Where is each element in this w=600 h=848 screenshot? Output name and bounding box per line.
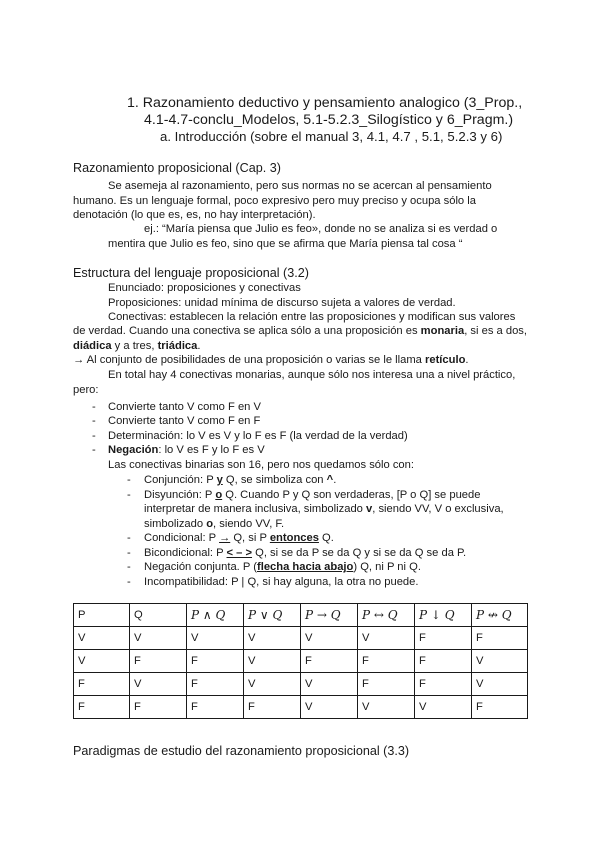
table-header-cell: P → Q <box>301 604 358 627</box>
term-y: y <box>216 474 223 486</box>
table-header-cell: Q <box>130 604 187 627</box>
text: . <box>197 340 201 352</box>
list-item-disyuncion-cont <box>144 503 504 515</box>
conectivas-line <box>73 340 200 352</box>
table-header-cell: P ↔ Q <box>358 604 415 627</box>
bullet-dash: - <box>92 444 96 456</box>
text: de verdad. Cuando una conectiva se aplica sólo a una proposición es <box>73 325 421 337</box>
table-cell: V <box>358 627 415 650</box>
table-cell: F <box>74 673 130 696</box>
term-v: v <box>366 503 373 515</box>
text: Q, si P <box>230 532 270 544</box>
text: Conjunción: P <box>144 474 217 486</box>
total-line: pero: <box>73 384 99 396</box>
text: . <box>465 354 469 366</box>
right-arrow-icon: → <box>219 532 231 544</box>
table-cell: V <box>415 696 472 719</box>
bullet-dash: - <box>92 430 96 442</box>
text: Q. <box>318 532 334 544</box>
text: interpretar de manera inclusiva, simbolizado <box>144 503 366 515</box>
table-cell: V <box>301 673 358 696</box>
table-cell: F <box>187 696 244 719</box>
text: , si es a dos, <box>464 325 528 337</box>
text: simbolizado <box>144 518 207 530</box>
bullet-dash: - <box>127 576 131 588</box>
table-cell: F <box>358 650 415 673</box>
table-cell: F <box>187 650 244 673</box>
list-item-disyuncion <box>144 489 480 501</box>
table-header-cell: P ∨ Q <box>244 604 301 627</box>
list-item-conjuncion <box>144 474 336 486</box>
table-cell: V <box>358 696 415 719</box>
term-reticulo: retículo <box>425 354 466 366</box>
text: Condicional: P <box>144 532 220 544</box>
heading-line-1: 1. Razonamiento deductivo y pensamiento analogico (3_Prop., <box>127 95 523 111</box>
term-diadica: diádica <box>73 340 112 352</box>
text: . <box>333 474 337 486</box>
conectivas-line: Conectivas: establecen la relación entre las proposiciones y modifican sus valores <box>108 311 516 323</box>
section-title-paradigms: Paradigmas de estudio del razonamiento proposicional (3.3) <box>73 744 410 758</box>
table-header-cell: P ↮ Q <box>472 604 528 627</box>
bullet-dash: - <box>127 474 131 486</box>
term-monaria: monaria <box>420 325 465 337</box>
text: , siendo VV, V o exclusiva, <box>372 503 504 515</box>
text: Bicondicional: P <box>144 547 227 559</box>
list-item: Convierte tanto V como F en V <box>108 401 261 413</box>
bullet-dash: - <box>127 489 131 501</box>
list-item-negacion-conjunta <box>144 561 421 573</box>
bullet-dash: - <box>127 532 131 544</box>
binarias-line: Las conectivas binarias son 16, pero nos quedamos sólo con: <box>108 459 414 471</box>
table-cell: V <box>301 696 358 719</box>
table-header-row <box>74 604 528 627</box>
text: ) Q, ni P ni Q. <box>353 561 421 573</box>
table-cell: V <box>244 673 301 696</box>
table-cell: F <box>472 627 528 650</box>
paragraph-line: Se asemeja al razonamiento, pero sus normas no se acercan al pensamiento <box>108 180 492 192</box>
table-cell: F <box>244 696 301 719</box>
text: Q, si se da P se da Q y si se da Q se da P. <box>252 547 467 559</box>
section-title-propositional: Razonamiento proposicional (Cap. 3) <box>73 161 281 175</box>
list-item: Determinación: lo V es V y lo F es F (la verdad de la verdad) <box>108 430 408 442</box>
list-item-incompatibilidad: Incompatibilidad: P | Q, si hay alguna, la otra no puede. <box>144 576 419 588</box>
list-item-condicional <box>144 532 334 544</box>
bullet-dash: - <box>127 547 131 559</box>
term-negacion: Negación <box>108 444 159 456</box>
table-cell: F <box>415 650 472 673</box>
truth-table <box>73 603 528 719</box>
table-row <box>74 627 528 650</box>
text: , siendo VV, F. <box>213 518 285 530</box>
text: Al conjunto de posibilidades de una proposición o varias se le llama <box>84 354 425 366</box>
table-cell: V <box>301 627 358 650</box>
table-cell: F <box>130 650 187 673</box>
table-cell: F <box>358 673 415 696</box>
heading-line-2: 4.1-4.7-conclu_Modelos, 5.1-5.2.3_Silogístico y 6_Pragm.) <box>144 112 514 128</box>
table-cell: F <box>74 696 130 719</box>
list-item-disyuncion-cont <box>144 518 284 530</box>
table-cell: F <box>130 696 187 719</box>
proposiciones-line: Proposiciones: unidad mínima de discurso sujeta a valores de verdad. <box>108 297 456 309</box>
bullet-dash: - <box>92 401 96 413</box>
total-line: En total hay 4 conectivas monarias, aunque sólo nos interesa una a nivel práctico, <box>108 369 516 381</box>
bullet-dash: - <box>127 561 131 573</box>
table-cell: V <box>74 627 130 650</box>
term-entonces: entonces <box>269 532 319 544</box>
table-header-cell: P ↓ Q <box>415 604 472 627</box>
caret-symbol: ^ <box>326 474 334 486</box>
table-cell: F <box>472 696 528 719</box>
table-header-cell: P <box>74 604 130 627</box>
paragraph-line: denotación (lo que es, es, no hay interpretación). <box>73 209 316 221</box>
subheading: a. Introducción (sobre el manual 3, 4.1, 4.7 , 5.1, 5.2.3 y 6) <box>160 129 503 144</box>
table-row <box>74 673 528 696</box>
table-cell: V <box>130 627 187 650</box>
table-cell: F <box>415 627 472 650</box>
table-cell: V <box>130 673 187 696</box>
bullet-dash: - <box>92 415 96 427</box>
term-triadica: triádica <box>157 340 198 352</box>
table-cell: V <box>472 650 528 673</box>
term-o: o <box>215 489 223 501</box>
list-item-bicondicional <box>144 547 466 559</box>
right-arrow-icon: → <box>73 354 85 366</box>
table-cell: F <box>187 673 244 696</box>
conectivas-line <box>73 325 527 337</box>
text: : lo V es F y lo F es V <box>158 444 265 456</box>
table-cell: V <box>187 627 244 650</box>
text: Disyunción: P <box>144 489 216 501</box>
table-cell: F <box>301 650 358 673</box>
example-line: mentira que Julio es feo, sino que se afirma que María piensa tal cosa “ <box>108 238 463 250</box>
paragraph-line: humano. Es un lenguaje formal, poco expresivo pero muy preciso y ocupa sólo la <box>73 195 476 207</box>
text: Q, se simboliza con <box>222 474 327 486</box>
list-item <box>108 444 265 456</box>
text: Negación conjunta. P ( <box>144 561 257 573</box>
table-cell: V <box>244 627 301 650</box>
table-row <box>74 696 528 719</box>
table-row <box>74 650 528 673</box>
table-cell: V <box>472 673 528 696</box>
reticulo-line <box>73 354 469 366</box>
table-header-cell: P ∧ Q <box>187 604 244 627</box>
text: y a tres, <box>111 340 158 352</box>
term-biarrow: < – > <box>226 547 253 559</box>
term-flecha: flecha hacia abajo <box>256 561 354 573</box>
term-o-exclusive: o <box>206 518 214 530</box>
example-line: ej.: “María piensa que Julio es feo», donde no se analiza si es verdad o <box>144 223 498 235</box>
text: Q. Cuando P y Q son verdaderas, [P o Q] se puede <box>222 489 481 501</box>
table-cell: V <box>74 650 130 673</box>
table-cell: V <box>244 650 301 673</box>
table-cell: F <box>415 673 472 696</box>
section-title-structure: Estructura del lenguaje proposicional (3.2) <box>73 266 309 280</box>
list-item: Convierte tanto V como F en F <box>108 415 261 427</box>
enunciado-line: Enunciado: proposiciones y conectivas <box>108 282 301 294</box>
